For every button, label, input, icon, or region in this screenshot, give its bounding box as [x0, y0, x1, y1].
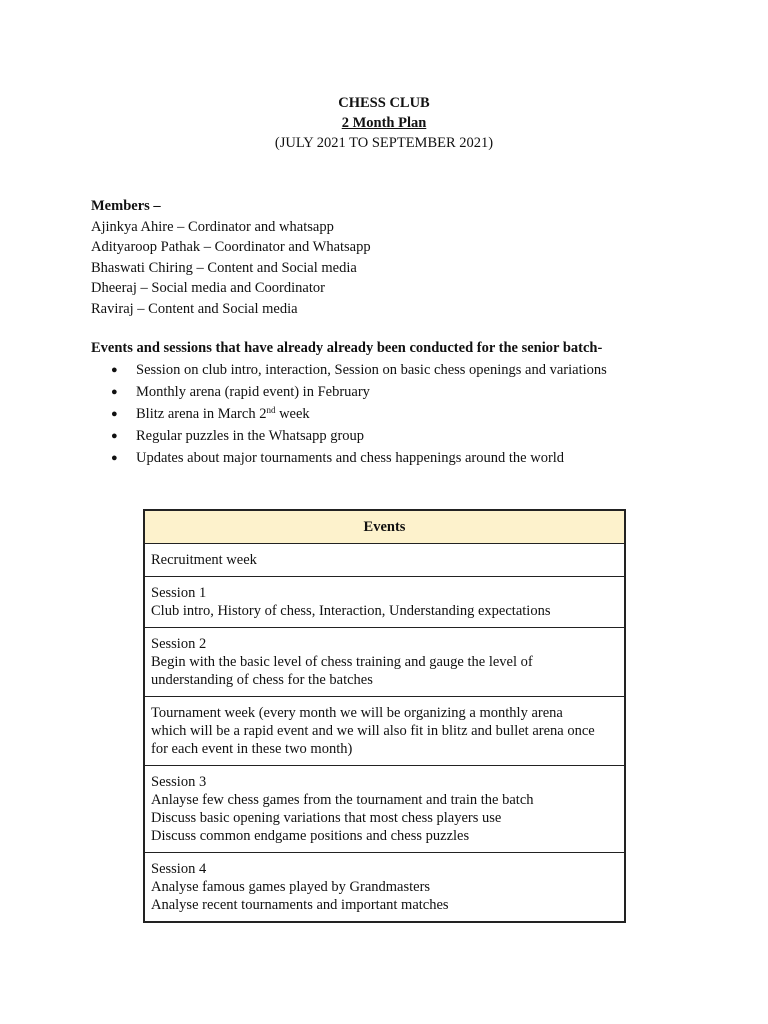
table-cell — [144, 697, 625, 766]
list-item-text: Monthly arena (rapid event) in February — [136, 384, 370, 400]
member-item: Ajinkya Ahire – Cordinator and whatsapp — [91, 218, 334, 235]
table-row — [144, 577, 625, 628]
list-item — [111, 447, 731, 469]
document-subtitle: 2 Month Plan — [341, 115, 427, 131]
table-cell — [144, 544, 625, 577]
member-item: Bhaswati Chiring – Content and Social media — [91, 259, 357, 276]
table-row — [144, 697, 625, 766]
bullet-icon: ● — [111, 430, 118, 442]
table-cell-line: Session 4 — [151, 861, 207, 877]
table-cell — [144, 628, 625, 697]
list-item-text: Updates about major tournaments and chess happenings around the world — [136, 450, 565, 466]
table-cell-line: Discuss common endgame positions and chess puzzles — [151, 828, 470, 844]
list-item-text-tail: week — [275, 406, 310, 422]
ordinal-suffix: nd — [266, 405, 276, 415]
events-table-body — [144, 544, 625, 923]
member-item: Raviraj – Content and Social media — [91, 300, 298, 317]
table-cell-line: understanding of chess for the batches — [151, 672, 373, 688]
list-item — [111, 359, 731, 381]
table-cell-line: Analyse famous games played by Grandmasters — [151, 879, 431, 895]
members-heading: Members – — [91, 198, 161, 214]
table-cell — [144, 766, 625, 853]
table-cell-line: Session 2 — [151, 636, 207, 652]
events-table — [143, 509, 626, 923]
bullet-icon: ● — [111, 452, 118, 464]
table-cell-line: Discuss basic opening variations that most chess players use — [151, 810, 502, 826]
bullet-icon: ● — [111, 408, 118, 420]
table-row — [144, 544, 625, 577]
table-cell-line: Session 1 — [151, 585, 207, 601]
list-item — [111, 381, 731, 403]
members-section — [91, 196, 371, 320]
bullet-icon: ● — [111, 364, 118, 376]
table-row — [144, 766, 625, 853]
table-cell-line: which will be a rapid event and we will also fit in blitz and bullet arena once — [151, 723, 595, 739]
table-cell-line: Tournament week (every month we will be organizing a monthly arena — [151, 705, 563, 721]
conducted-events-heading: Events and sessions that have already already been conducted for the senior batch- — [91, 340, 603, 356]
list-item-text: Regular puzzles in the Whatsapp group — [136, 428, 365, 444]
table-cell-line: Anlayse few chess games from the tournament and train the batch — [151, 792, 534, 808]
bullet-icon: ● — [111, 386, 118, 398]
table-cell-line: Begin with the basic level of chess training and gauge the level of — [151, 654, 533, 670]
member-item: Dheeraj – Social media and Coordinator — [91, 280, 325, 297]
table-cell-line: Analyse recent tournaments and important matches — [151, 897, 449, 913]
table-row — [144, 628, 625, 697]
table-row — [144, 853, 625, 923]
table-cell — [144, 853, 625, 923]
title-block — [0, 93, 768, 153]
table-header-row — [144, 510, 625, 544]
list-item — [111, 403, 731, 425]
document-title: CHESS CLUB — [338, 95, 430, 111]
table-cell-line: Session 3 — [151, 774, 207, 790]
conducted-events-section — [91, 338, 731, 469]
table-cell — [144, 577, 625, 628]
table-cell-line: for each event in these two month) — [151, 741, 353, 757]
list-item-text — [136, 406, 310, 422]
table-cell-line: Club intro, History of chess, Interaction, Understanding expectations — [151, 603, 551, 619]
list-item — [111, 425, 731, 447]
list-item-text-main: Blitz arena in March 2 — [136, 406, 267, 422]
conducted-events-list — [91, 359, 731, 469]
document-period: (JULY 2021 TO SEPTEMBER 2021) — [274, 135, 494, 151]
member-item: Adityaroop Pathak – Coordinator and Whatsapp — [91, 239, 371, 256]
table-header-cell: Events — [144, 510, 625, 544]
list-item-text: Session on club intro, interaction, Session on basic chess openings and variations — [136, 362, 607, 378]
table-cell-line: Recruitment week — [151, 552, 257, 568]
